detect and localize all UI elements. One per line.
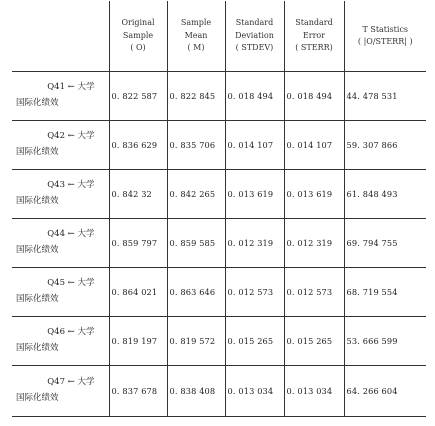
stdev-value: 0. 012 573 (225, 268, 284, 317)
original-sample-value: 0. 819 197 (109, 317, 167, 366)
header-standard-deviation (225, 1, 284, 72)
header-original-line1: Original (121, 18, 155, 28)
stdev-value: 0. 018 494 (225, 72, 284, 121)
sample-mean-value: 0. 842 265 (167, 170, 225, 219)
header-row (12, 1, 426, 72)
row-label-cell (12, 317, 109, 366)
construct-label: 国际化绩效 (16, 343, 59, 353)
table-row (12, 317, 426, 366)
sterr-value: 0. 012 573 (284, 268, 344, 317)
header-t-line2: ( |O/STERR| ) (357, 37, 413, 46)
header-stdev-line3: ( STDEV) (235, 43, 274, 53)
item-label: Q45 ← 大学 (47, 278, 95, 289)
original-sample-value: 0. 822 587 (109, 72, 167, 121)
row-label-cell (12, 72, 109, 121)
sample-mean-value: 0. 822 845 (167, 72, 225, 121)
table-row (12, 366, 426, 417)
header-t-line1: T Statistics (362, 24, 409, 34)
item-label: Q43 ← 大学 (47, 180, 95, 191)
header-stdev-line1: Standard (235, 18, 274, 28)
header-sample-mean (167, 1, 225, 72)
header-sterr-line3: ( STERR) (295, 43, 333, 53)
t-statistic-value: 44. 478 531 (344, 72, 426, 121)
item-label: Q44 ← 大学 (47, 229, 95, 240)
table-row (12, 170, 426, 219)
table-row (12, 268, 426, 317)
item-label: Q46 ← 大学 (47, 327, 95, 338)
sample-mean-value: 0. 838 408 (167, 366, 225, 417)
t-statistic-value: 53. 666 599 (344, 317, 426, 366)
item-label: Q47 ← 大学 (47, 377, 95, 388)
header-original-sample (109, 1, 167, 72)
header-mean-line1: Sample (180, 18, 212, 28)
original-sample-value: 0. 864 021 (109, 268, 167, 317)
item-label: Q42 ← 大学 (47, 131, 95, 142)
construct-label: 国际化绩效 (16, 294, 59, 304)
t-statistic-value: 68. 719 554 (344, 268, 426, 317)
sterr-value: 0. 013 619 (284, 170, 344, 219)
table-row (12, 121, 426, 170)
header-original-line3: ( O) (130, 43, 146, 53)
row-label-cell (12, 170, 109, 219)
sterr-value: 0. 014 107 (284, 121, 344, 170)
sterr-value: 0. 015 265 (284, 317, 344, 366)
row-label-cell (12, 268, 109, 317)
sample-mean-value: 0. 859 585 (167, 219, 225, 268)
row-label-cell (12, 219, 109, 268)
item-label: Q41 ← 大学 (47, 82, 95, 93)
header-empty-cell (12, 1, 109, 72)
construct-label: 国际化绩效 (16, 98, 59, 108)
sample-mean-value: 0. 863 646 (167, 268, 225, 317)
t-statistic-value: 64. 266 604 (344, 366, 426, 417)
table-row (12, 72, 426, 121)
original-sample-value: 0. 836 629 (109, 121, 167, 170)
header-sterr-line2: Error (302, 30, 326, 40)
t-statistic-value: 59. 307 866 (344, 121, 426, 170)
t-statistic-value: 61. 848 493 (344, 170, 426, 219)
row-label-cell (12, 121, 109, 170)
original-sample-value: 0. 842 32 (109, 170, 167, 219)
stdev-value: 0. 015 265 (225, 317, 284, 366)
header-stdev-line2: Deviation (235, 30, 274, 40)
header-original-line2: Sample (122, 30, 154, 40)
sterr-value: 0. 012 319 (284, 219, 344, 268)
t-statistic-value: 69. 794 755 (344, 219, 426, 268)
row-label-cell (12, 366, 109, 417)
sterr-value: 0. 018 494 (284, 72, 344, 121)
header-sterr-line1: Standard (295, 18, 333, 28)
stdev-value: 0. 013 619 (225, 170, 284, 219)
header-mean-line2: Mean (184, 30, 208, 40)
stdev-value: 0. 012 319 (225, 219, 284, 268)
header-mean-line3: ( M) (187, 43, 205, 53)
sample-mean-value: 0. 819 572 (167, 317, 225, 366)
sterr-value: 0. 013 034 (284, 366, 344, 417)
original-sample-value: 0. 837 678 (109, 366, 167, 417)
stdev-value: 0. 014 107 (225, 121, 284, 170)
sample-mean-value: 0. 835 706 (167, 121, 225, 170)
table-row (12, 219, 426, 268)
construct-label: 国际化绩效 (16, 147, 59, 157)
construct-label: 国际化绩效 (16, 245, 59, 255)
construct-label: 国际化绩效 (16, 196, 59, 206)
header-standard-error (284, 1, 344, 72)
stdev-value: 0. 013 034 (225, 366, 284, 417)
header-t-statistics (344, 1, 426, 72)
results-table (12, 1, 426, 417)
original-sample-value: 0. 859 797 (109, 219, 167, 268)
construct-label: 国际化绩效 (16, 393, 59, 403)
